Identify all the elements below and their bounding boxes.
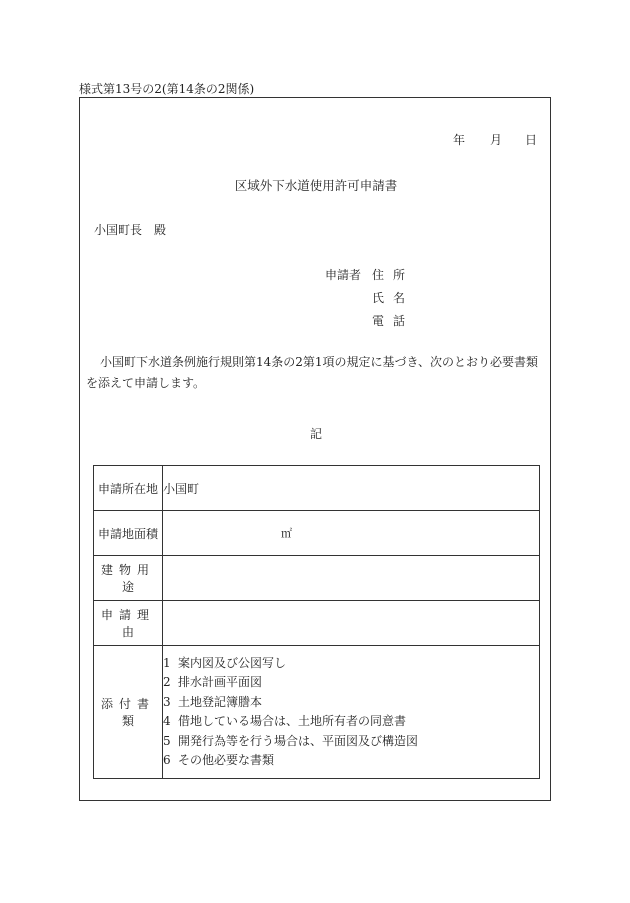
applicant-label: 申請者: [325, 268, 362, 282]
applicant-name-label: 氏名: [372, 291, 415, 305]
application-table: [93, 465, 540, 779]
table-row: [94, 646, 540, 779]
building-use-value: [163, 556, 540, 601]
table-row: [94, 466, 540, 511]
table-row: [94, 601, 540, 646]
date-day-label: 日: [525, 133, 538, 147]
location-label: 申請所在地: [94, 466, 163, 511]
ki-heading: 記: [309, 427, 322, 441]
table-row: [94, 511, 540, 556]
document-title: 区域外下水道使用許可申請書: [234, 178, 398, 193]
building-use-label: 建物用途: [94, 556, 163, 601]
date-month-label: 月: [490, 133, 503, 147]
area-value-cell: [163, 511, 540, 556]
addressee: 小国町長 殿: [94, 223, 167, 237]
form-frame: [79, 97, 551, 801]
attachments-list: [163, 648, 539, 777]
list-item: 2 排水計画平面図: [163, 675, 263, 689]
reason-value: [163, 601, 540, 646]
reason-label: 申請理由: [94, 601, 163, 646]
form-number: 様式第13号の2(第14条の2関係): [79, 82, 255, 96]
applicant-phone-label: 電話: [372, 314, 415, 328]
list-item: 5 開発行為等を行う場合は、平面図及び構造図: [163, 733, 419, 748]
list-item: 4 借地している場合は、土地所有者の同意書: [163, 714, 407, 728]
date-year-label: 年: [453, 133, 466, 147]
area-label: 申請地面積: [94, 511, 163, 556]
table-row: [94, 556, 540, 601]
applicant-address-label: 住所: [372, 268, 415, 282]
list-item: 6 その他必要な書類: [163, 753, 275, 767]
attachments-list-cell: [163, 646, 540, 779]
body-paragraph: 小国町下水道条例施行規則第14条の2第1項の規定に基づき、次のとおり必要書類を添えて申請します。: [86, 355, 539, 390]
list-item: 1 案内図及び公図写し: [163, 655, 287, 670]
area-unit: ㎡: [281, 527, 292, 540]
location-value: 小国町: [163, 466, 540, 511]
attachments-label: 添付書類: [94, 646, 163, 779]
list-item: 3 土地登記簿謄本: [163, 694, 263, 709]
